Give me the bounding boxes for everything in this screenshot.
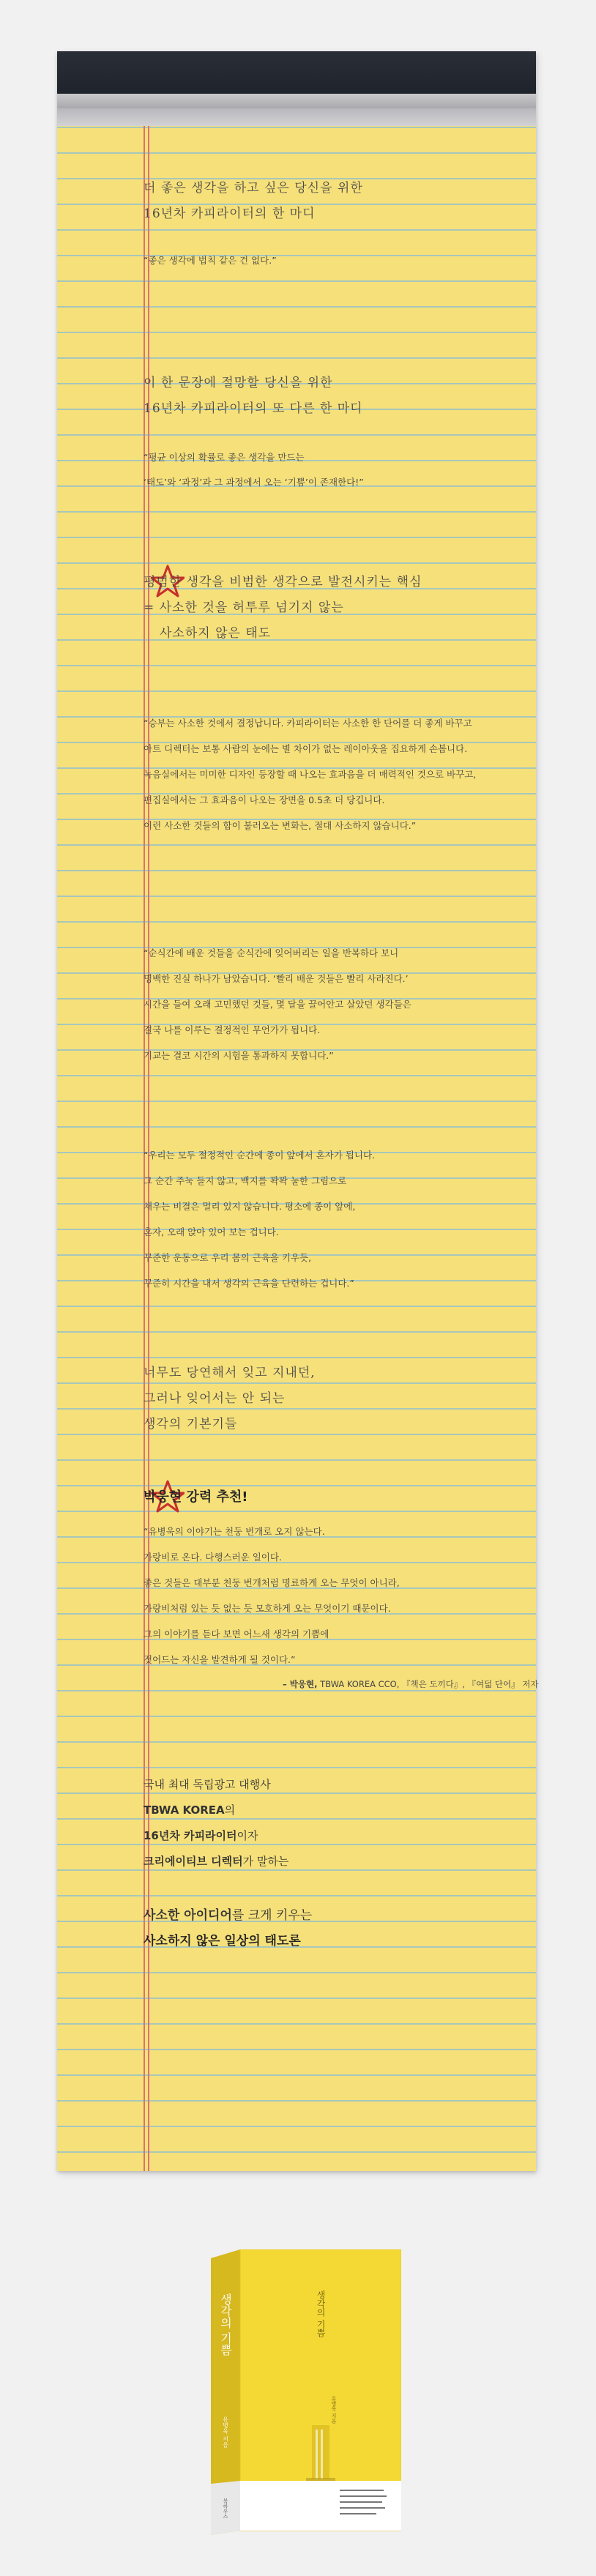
book-spine-title: 생각의 기쁨 <box>218 2293 233 2356</box>
summary-line-1: 국내 최대 독립광고 대행사 <box>144 1778 271 1791</box>
recommend-author-desc: TBWA KOREA CCO, 『책은 도끼다』, 『여덟 단어』 저자 <box>317 1679 539 1689</box>
second-line-1: 이 한 문장에 절망할 당신을 위한 <box>144 376 333 390</box>
core-line-1: 평범한 생각을 비범한 생각으로 발전시키는 핵심 <box>144 575 422 589</box>
para3-line-6: 꾸준히 시간을 내서 생각의 근육을 단련하는 겁니다.” <box>144 1278 354 1289</box>
summary-line-2 <box>144 1802 235 1817</box>
para2-line-4: 결국 나를 이루는 결정적인 무언가가 됩니다. <box>144 1024 321 1035</box>
recommend-line-6: 젖어드는 자신을 발견하게 될 것이다.” <box>144 1654 296 1665</box>
second-line-2: 16년차 카피라이터의 또 다른 한 마디 <box>144 401 363 416</box>
para1-line-4: 편집실에서는 그 효과음이 나오는 장면을 0.5초 더 당깁니다. <box>144 794 385 805</box>
summary-line-3 <box>144 1828 258 1843</box>
recommend-line-1: “유병욱의 이야기는 천둥 번개로 오지 않는다. <box>144 1526 325 1537</box>
para2-line-2: 명백한 진실 하나가 남았습니다. ‘빨리 배운 것들은 빨리 사라진다.’ <box>144 973 409 984</box>
recommend-line-5: 그의 이야기를 듣다 보면 어느새 생각의 기쁨에 <box>144 1628 329 1639</box>
book-cover-title: 생각의 기쁨 <box>316 2290 326 2337</box>
book-spine-author: 유병욱 지음 <box>222 2416 229 2448</box>
recommend-line-4: 가랑비처럼 있는 듯 없는 듯 모호하게 오는 무엇이기 때문이다. <box>144 1603 391 1614</box>
para3-line-1: “우리는 모두 절정적인 순간에 종이 앞에서 혼자가 됩니다. <box>144 1150 375 1161</box>
summary-line-6: 사소하지 않은 일상의 태도론 <box>144 1934 301 1948</box>
para2-line-5: 기교는 결코 시간의 시험을 통과하지 못합니다.” <box>144 1050 334 1061</box>
basics-line-1: 너무도 당연해서 잊고 지내던, <box>144 1366 316 1380</box>
summary-line-4 <box>144 1853 288 1869</box>
book-spine-publisher: 북하우스 <box>223 2498 228 2519</box>
summary-line-4-bold: 크리에이티브 디렉터 <box>144 1855 243 1868</box>
core-line-2: = 사소한 것을 허투루 넘기지 않는 <box>144 600 344 615</box>
intro-line-2: 16년차 카피라이터의 한 마디 <box>144 206 316 221</box>
basics-line-3: 생각의 기본기들 <box>144 1417 238 1432</box>
recommend-line-2: 가랑비로 온다. 다행스러운 일이다. <box>144 1552 282 1563</box>
para3-line-3: 채우는 비결은 멀리 있지 않습니다. 평소에 종이 앞에, <box>144 1201 356 1212</box>
para3-line-5: 꾸준한 운동으로 우리 몸의 근육을 키우듯, <box>144 1252 312 1263</box>
summary-line-5-rest: 를 크게 키우는 <box>231 1908 313 1923</box>
para1-line-1: “승부는 사소한 것에서 결정납니다. 카피라이터는 사소한 한 단어를 더 좋게 바꾸고 <box>144 718 472 729</box>
para2-line-3: 시간을 들여 오래 고민했던 것들, 몇 달을 끌어안고 살았던 생각들은 <box>144 999 411 1010</box>
recommend-line-3: 좋은 것들은 대부분 천둥 번개처럼 명료하게 오는 무엇이 아니라, <box>144 1577 400 1588</box>
second-quote-1: “평균 이상의 확률로 좋은 생각을 만드는 <box>144 452 305 463</box>
recommend-author <box>283 1678 539 1690</box>
pad-binding-edge-lower <box>57 108 536 126</box>
para1-line-5: 이런 사소한 것들의 합이 불러오는 변화는, 절대 사소하지 않습니다.” <box>144 820 417 831</box>
summary-line-2-bold: TBWA KOREA <box>144 1803 225 1817</box>
basics-line-2: 그러나 잊어서는 안 되는 <box>144 1391 286 1406</box>
book-image <box>211 2249 401 2535</box>
summary-line-3-bold: 16년차 카피라이터 <box>144 1829 237 1842</box>
intro-quote: “좋은 생각에 법칙 같은 건 없다.” <box>144 255 277 266</box>
recommend-author-name: – 박웅현, <box>283 1679 318 1689</box>
intro-line-1: 더 좋은 생각을 하고 싶은 당신을 위한 <box>144 181 363 196</box>
para3-line-2: 그 순간 주눅 들지 않고, 백지를 꽉꽉 눌한 그림으로 <box>144 1175 347 1186</box>
para3-line-4: 혼자, 오래 앉아 있어 보는 겁니다. <box>144 1226 279 1237</box>
summary-line-5-bold: 사소한 아이디어 <box>144 1908 232 1923</box>
summary-line-2-rest: 의 <box>224 1803 236 1817</box>
second-quote-2: ‘태도’와 ‘과정’과 그 과정에서 오는 ‘기쁨’이 존재한다!” <box>144 477 364 488</box>
summary-line-4-rest: 가 말하는 <box>242 1855 289 1868</box>
summary-line-5 <box>144 1905 312 1923</box>
summary-line-3-rest: 이자 <box>236 1829 258 1842</box>
pad-binding-edge <box>57 94 536 108</box>
core-line-3: 사소하지 않은 태도 <box>160 626 272 641</box>
para1-line-2: 아트 디렉터는 보통 사람의 눈에는 별 차이가 없는 레이아웃을 집요하게 손봅니다. <box>144 743 468 754</box>
legal-pad <box>57 51 539 2171</box>
pad-binding <box>57 51 536 94</box>
para1-line-3: 녹음실에서는 미미한 디자인 등장할 때 나오는 효과음을 더 매력적인 것으로 바꾸고, <box>144 769 477 780</box>
book-cover-author: 유병욱 지음 <box>331 2396 337 2424</box>
para2-line-1: “순식간에 배운 것들을 순식간에 잊어버리는 일을 반복하다 보니 <box>144 948 399 958</box>
recommend-title: 박웅현 강력 추천! <box>144 1489 248 1505</box>
